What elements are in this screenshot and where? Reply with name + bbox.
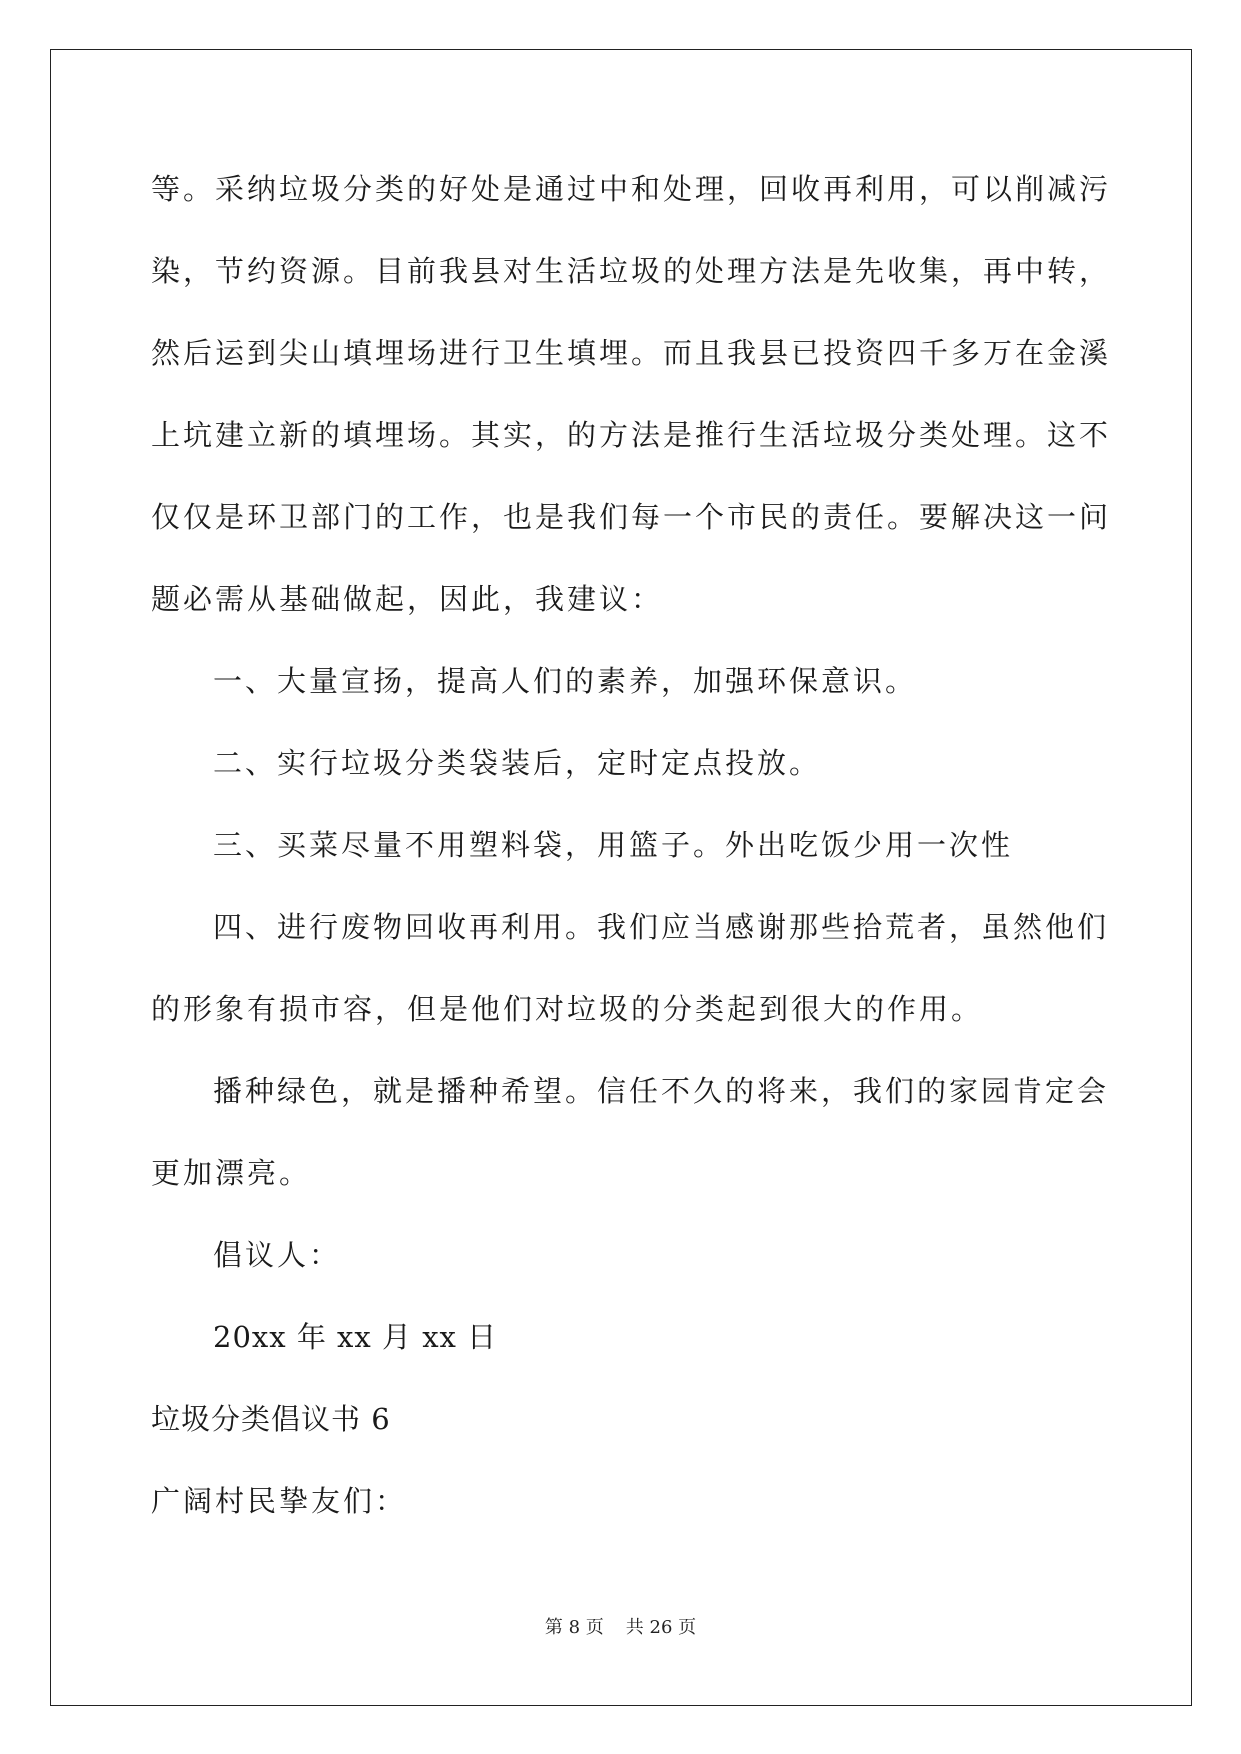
body-line: 的形象有损市容，但是他们对垃圾的分类起到很大的作用。 — [151, 992, 984, 1026]
signature-label: 倡议人： — [213, 1238, 342, 1272]
body-line: 上坑建立新的填埋场。其实，的方法是推行生活垃圾分类处理。这不 — [151, 418, 1112, 452]
body-line: 然后运到尖山填埋场进行卫生填埋。而且我县已投资四千多万在金溪 — [151, 336, 1112, 370]
document-body — [151, 163, 1112, 1557]
suggestion-item: 二、实行垃圾分类袋装后，定时定点投放。 — [213, 746, 822, 780]
body-line: 题必需从基础做起，因此，我建议： — [151, 582, 664, 616]
body-line: 等。采纳垃圾分类的好处是通过中和处理，回收再利用，可以削减污 — [151, 172, 1112, 206]
suggestion-item: 一、大量宣扬，提高人们的素养，加强环保意识。 — [213, 664, 918, 698]
section-title: 垃圾分类倡议书 6 — [151, 1402, 391, 1436]
body-line: 更加漂亮。 — [151, 1156, 312, 1190]
suggestion-item: 三、买菜尽量不用塑料袋，用篮子。外出吃饭少用一次性 — [213, 828, 1014, 862]
total-pages: 共 26 页 — [625, 1617, 697, 1638]
page-footer — [0, 1616, 1241, 1640]
page-number: 第 8 页 — [544, 1617, 604, 1638]
date-line: 20xx 年 xx 月 xx 日 — [213, 1320, 498, 1354]
suggestion-item: 四、进行废物回收再利用。我们应当感谢那些拾荒者，虽然他们 — [213, 910, 1110, 944]
salutation: 广阔村民挚友们： — [151, 1484, 408, 1518]
body-line: 染，节约资源。目前我县对生活垃圾的处理方法是先收集，再中转， — [151, 254, 1112, 288]
body-line: 仅仅是环卫部门的工作，也是我们每一个市民的责任。要解决这一问 — [151, 500, 1112, 534]
closing-paragraph: 播种绿色，就是播种希望。信任不久的将来，我们的家园肯定会 — [213, 1074, 1110, 1108]
